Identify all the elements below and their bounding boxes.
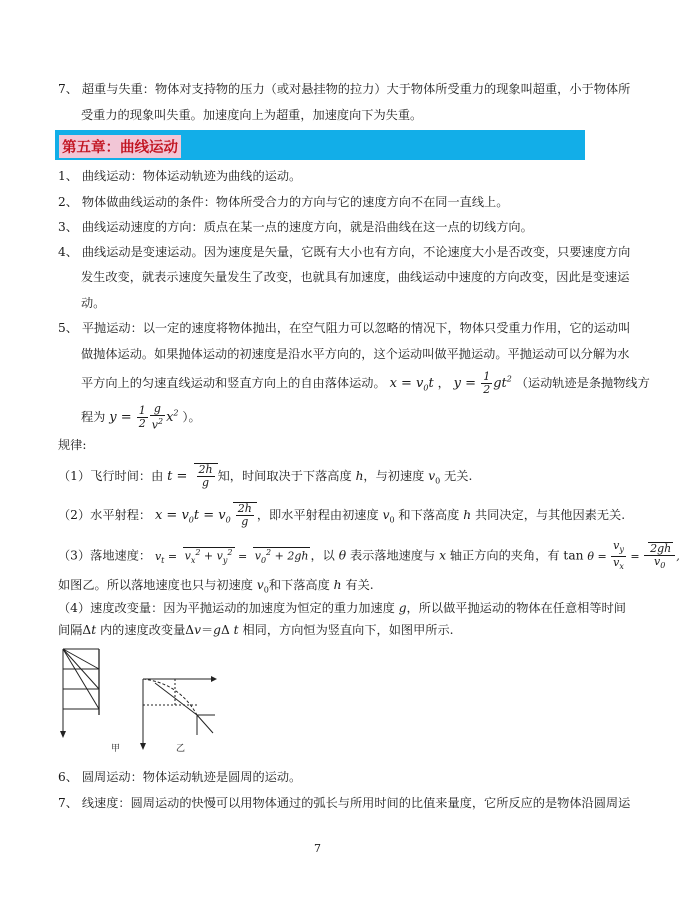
formula-tan-theta: θ = $\frac{v_y}{v_x}$ = $\frac{2gh}{v_0}$ , (587, 539, 680, 572)
item-6: 6、 圆周运动：物体运动轨迹是圆周的运动。 (58, 770, 302, 784)
formula-range: $x = v_0t = v_0$ $\frac{2h}{g}$ (155, 508, 257, 523)
formula-trajectory: y = $\frac{1}{2}$ $\frac{g}{v^2}$ $x^2$ (109, 402, 179, 432)
fig-label-yi: 乙 (176, 744, 186, 754)
chapter-title: 第五章：曲线运动 (59, 135, 181, 158)
chapter-heading-bar (55, 130, 585, 160)
item-7-linear-velocity: 7、 线速度：圆周运动的快慢可以用物体通过的弧长与所用时间的比值来量度，它所反应的是物体沿圆周运 (58, 796, 631, 810)
item-1: 1、 曲线运动：物体运动轨迹为曲线的运动。 (58, 169, 302, 183)
item7-superweight-line1: 7、 超重与失重：物体对支持物的压力（或对悬挂物的拉力）大于物体所受重力的现象叫超重，小于物体所 (58, 82, 631, 96)
rule-1: （1）飞行时间：由 t = $\frac{2h}{g}$ 知，时间取决于下落高度 h，与初速度 $v_0$ 无关. (58, 463, 473, 489)
formula-x-v0t: $x = v_0t$ (389, 376, 434, 393)
item-5-line1: 5、 平抛运动：以一定的速度将物体抛出，在空气阻力可以忽略的情况下，物体只受重力作用，它的运动叫 (58, 321, 631, 335)
item-5-line2: 做抛体运动。如果抛体运动的初速度是沿水平方向的，这个运动叫做平抛运动。平抛运动可以分解为水 (81, 347, 630, 361)
item-5-line3: 平方向上的匀速直线运动和竖直方向上的自由落体运动。 $x = v_0t$ ， y = $\frac{1}{2}$ $gt^2$ （运动轨迹是条抛物线方 (81, 370, 650, 396)
projectile-figure (55, 643, 245, 755)
rule-3-cont: 如图乙。所以落地速度也只与初速度 $v_0$和下落高度 h 有关. (58, 578, 374, 595)
item7-superweight-line2: 受重力的现象叫失重。加速度向上为超重，加速度向下为失重。 (81, 108, 423, 122)
rule-2: （2）水平射程： $x = v_0t = v_0$ $\frac{2h}{g}$ ，即水平射程由初速度 $v_0$ 和下落高度 h 共同决定，与其他因素无关. (58, 502, 626, 528)
formula-y-half-gt2: y = $\frac{1}{2}$ $gt^2$ (453, 370, 512, 396)
item-4-line2: 发生改变，就表示速度矢量发生了改变，也就具有加速度，曲线运动中速度的方向改变，因此是变速运 (81, 270, 630, 284)
item-2: 2、 物体做曲线运动的条件：物体所受合力的方向与它的速度方向不在同一直线上。 (58, 195, 509, 209)
rule-3: （3）落地速度： $v_t = v_x^2 + v_y^2 = v_0^2 + 2gh$ ，以 θ 表示落地速度与 x 轴正方向的夹角，有 tan θ = $\frac{v_y}{v_x}$ = $\frac{2gh}{v_0}$ , (58, 539, 680, 572)
item-3: 3、 曲线运动速度的方向：质点在某一点的速度方向，就是沿曲线在这一点的切线方向。 (58, 220, 533, 234)
item-4-line1: 4、 曲线运动是变速运动。因为速度是矢量，它既有大小也有方向，不论速度大小是否改变，只要速度方向 (58, 245, 631, 259)
rule-label: 规律: (58, 438, 87, 452)
item-4-line3: 动。 (81, 296, 106, 310)
formula-landing-speed: $v_t = v_x^2 + v_y^2 = v_0^2 + 2gh$ (154, 548, 309, 565)
rule-4-line1: （4）速度改变量：因为平抛运动的加速度为恒定的重力加速度 g，所以做平抛运动的物体在任意相等时间 (58, 601, 626, 615)
fig-label-jia: 甲 (111, 744, 121, 754)
formula-t: t = $\frac{2h}{g}$ (167, 469, 217, 484)
rule-4-line2: 间隔Δt 内的速度改变量Δv＝gΔ t 相同，方向恒为竖直向下，如图甲所示. (58, 623, 454, 637)
item-5-line4: 程为 y = $\frac{1}{2}$ $\frac{g}{v^2}$ $x^2$ ）。 (81, 402, 201, 432)
page-number: 7 (314, 842, 321, 855)
fig-yi-trajectory (143, 679, 197, 715)
